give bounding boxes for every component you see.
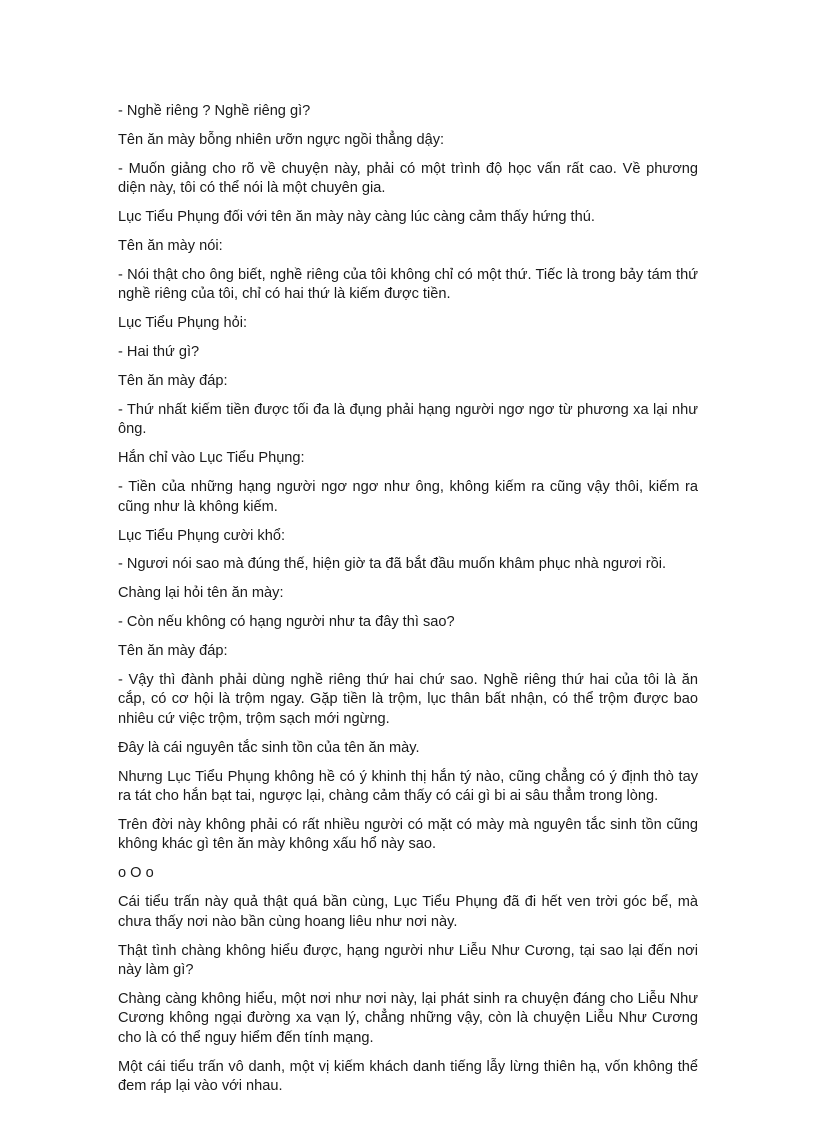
paragraph: - Thứ nhất kiếm tiền được tối đa là đụng phải hạng người ngơ ngơ từ phương xa lại như ông. bbox=[118, 401, 698, 438]
paragraph: Đây là cái nguyên tắc sinh tồn của tên ăn mày. bbox=[118, 739, 420, 756]
paragraph: Lục Tiểu Phụng hỏi: bbox=[118, 315, 248, 332]
paragraph: Chàng càng không hiểu, một nơi như nơi này, lại phát sinh ra chuyện đáng cho Liễu Như Cương không ngại đường xa vạn lý, chẳng những vậy, còn là chuyện Liễu Như Cương cho là có thể nguy hiểm đến tính mạng. bbox=[118, 990, 698, 1046]
paragraph: - Còn nếu không có hạng người như ta đây thì sao? bbox=[118, 614, 455, 631]
paragraph: - Nói thật cho ông biết, nghề riêng của tôi không chỉ có một thứ. Tiếc là trong bảy tám thứ nghề riêng của tôi, chỉ có hai thứ là kiếm được tiền. bbox=[118, 266, 698, 303]
paragraph: Tên ăn mày đáp: bbox=[118, 373, 228, 390]
paragraph: Tên ăn mày nói: bbox=[118, 238, 223, 255]
paragraph: - Hai thứ gì? bbox=[118, 344, 200, 361]
document-page bbox=[118, 102, 698, 1106]
paragraph: Thật tình chàng không hiểu được, hạng người như Liễu Như Cương, tại sao lại đến nơi này làm gì? bbox=[118, 942, 698, 978]
paragraph: Trên đời này không phải có rất nhiều người có mặt có mày mà nguyên tắc sinh tồn cũng không khác gì tên ăn mày không xấu hổ này sao. bbox=[118, 816, 698, 853]
paragraph: Nhưng Lục Tiểu Phụng không hề có ý khinh thị hắn tý nào, cũng chẳng có ý định thò tay ra tát cho hắn bạt tai, ngược lại, chàng cảm thấy có cái gì bi ai sâu thẳm trong lòng. bbox=[118, 768, 698, 805]
paragraph: Tên ăn mày bỗng nhiên ưỡn ngực ngồi thẳng dậy: bbox=[118, 131, 445, 148]
paragraph: - Tiền của những hạng người ngơ ngơ như ông, không kiếm ra cũng vậy thôi, kiếm ra cũng như là không kiếm. bbox=[118, 479, 698, 515]
paragraph: Một cái tiểu trấn vô danh, một vị kiếm khách danh tiếng lẫy lừng thiên hạ, vốn không thể đem ráp lại vào với nhau. bbox=[118, 1058, 698, 1094]
paragraph: - Nghề riêng ? Nghề riêng gì? bbox=[118, 103, 311, 119]
paragraph: Chàng lại hỏi tên ăn mày: bbox=[118, 585, 284, 602]
paragraph: Hắn chỉ vào Lục Tiểu Phụng: bbox=[118, 450, 305, 467]
section-separator: o O o bbox=[118, 865, 154, 882]
paragraph: - Ngươi nói sao mà đúng thế, hiện giờ ta đã bắt đầu muốn khâm phục nhà ngươi rồi. bbox=[118, 556, 666, 573]
paragraph: Tên ăn mày đáp: bbox=[118, 643, 228, 660]
paragraph: Lục Tiểu Phụng đối với tên ăn mày này càng lúc càng cảm thấy hứng thú. bbox=[118, 209, 595, 226]
paragraph: - Vậy thì đành phải dùng nghề riêng thứ hai chứ sao. Nghề riêng thứ hai của tôi là ăn cắp, có cơ hội là trộm ngay. Gặp tiền là trộm, lục thân bất nhận, có thể trộm được bao nhiêu cứ việc trộm, trộm sạch mới ngừng. bbox=[118, 672, 698, 727]
paragraph: Cái tiểu trấn này quả thật quá bần cùng, Lục Tiểu Phụng đã đi hết ven trời góc bể, mà chưa thấy nơi nào bần cùng hoang liêu như nơi này. bbox=[118, 894, 698, 930]
paragraph: - Muốn giảng cho rõ về chuyện này, phải có một trình độ học vấn rất cao. Về phương diện này, tôi có thể nói là một chuyên gia. bbox=[118, 160, 698, 197]
paragraph: Lục Tiểu Phụng cười khổ: bbox=[118, 527, 285, 544]
